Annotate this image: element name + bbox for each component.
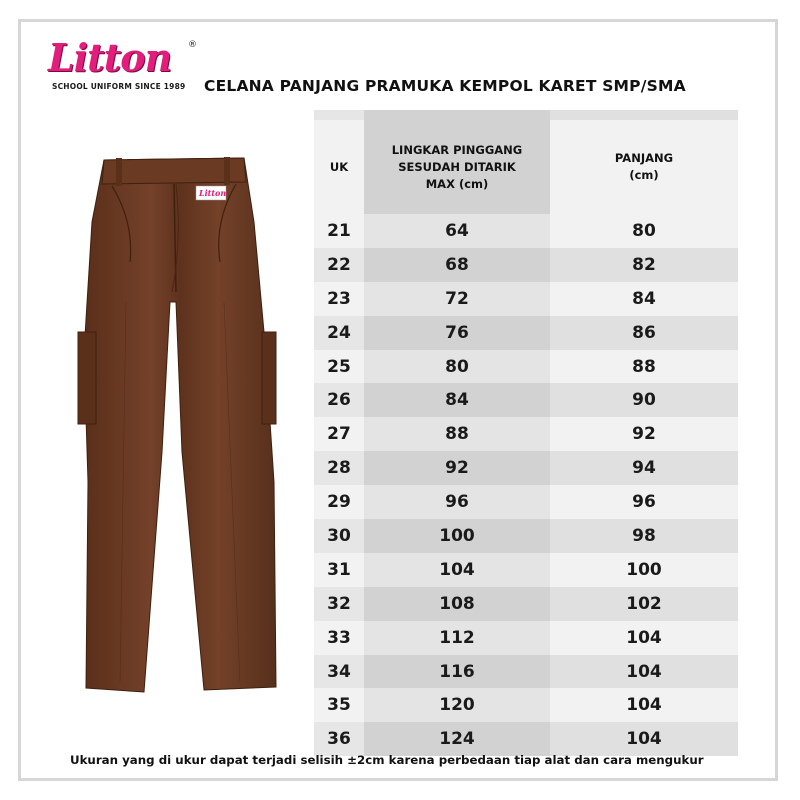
cell-uk: 32 bbox=[314, 587, 364, 621]
table-row bbox=[314, 350, 738, 384]
table-row bbox=[314, 621, 738, 655]
header-waist-line2: SESUDAH DITARIK bbox=[398, 159, 516, 174]
table-row bbox=[314, 383, 738, 417]
cell-uk: 25 bbox=[314, 350, 364, 384]
cell-length: 80 bbox=[550, 214, 738, 248]
table-row bbox=[314, 553, 738, 587]
cell-uk: 33 bbox=[314, 621, 364, 655]
cell-waist: 80 bbox=[364, 350, 550, 384]
cell-length: 90 bbox=[550, 383, 738, 417]
header-length bbox=[550, 120, 738, 214]
cell-length: 102 bbox=[550, 587, 738, 621]
svg-text:Litton: Litton bbox=[199, 188, 227, 198]
cell-uk: 36 bbox=[314, 722, 364, 756]
logo-wordmark: Litton bbox=[48, 35, 172, 80]
header-waist-line1: LINGKAR PINGGANG bbox=[391, 142, 523, 157]
cell-waist: 88 bbox=[364, 417, 550, 451]
registered-mark: ® bbox=[188, 40, 197, 50]
cell-length: 100 bbox=[550, 553, 738, 587]
table-row bbox=[314, 485, 738, 519]
header-length-line1: PANJANG bbox=[614, 151, 674, 165]
cell-length: 92 bbox=[550, 417, 738, 451]
cell-uk: 26 bbox=[314, 383, 364, 417]
brown-cargo-pants-image bbox=[64, 152, 286, 697]
header-length-line2: (cm) bbox=[629, 168, 659, 182]
cell-waist: 104 bbox=[364, 553, 550, 587]
cell-length: 104 bbox=[550, 688, 738, 722]
cell-uk: 35 bbox=[314, 688, 364, 722]
cell-uk: 29 bbox=[314, 485, 364, 519]
cell-length: 98 bbox=[550, 519, 738, 553]
cell-length: 86 bbox=[550, 316, 738, 350]
header-waist-line3: MAX (cm) bbox=[425, 176, 489, 191]
cell-length: 84 bbox=[550, 282, 738, 316]
cell-waist: 76 bbox=[364, 316, 550, 350]
header-uk: UK bbox=[314, 120, 364, 214]
cell-waist: 96 bbox=[364, 485, 550, 519]
cell-waist: 116 bbox=[364, 655, 550, 689]
cell-waist: 64 bbox=[364, 214, 550, 248]
table-row bbox=[314, 248, 738, 282]
brand-logo bbox=[48, 36, 198, 98]
table-row bbox=[314, 451, 738, 485]
table-row bbox=[314, 282, 738, 316]
page-title: CELANA PANJANG PRAMUKA KEMPOL KARET SMP/SMA bbox=[204, 77, 686, 95]
cell-waist: 108 bbox=[364, 587, 550, 621]
table-row bbox=[314, 316, 738, 350]
header-waist bbox=[364, 120, 550, 214]
size-chart-table bbox=[314, 110, 738, 756]
cell-uk: 28 bbox=[314, 451, 364, 485]
cell-waist: 112 bbox=[364, 621, 550, 655]
table-row bbox=[314, 655, 738, 689]
cell-length: 104 bbox=[550, 722, 738, 756]
cell-uk: 34 bbox=[314, 655, 364, 689]
table-row bbox=[314, 519, 738, 553]
cell-uk: 22 bbox=[314, 248, 364, 282]
cell-waist: 92 bbox=[364, 451, 550, 485]
logo-tagline: SCHOOL UNIFORM SINCE 1989 bbox=[52, 82, 186, 91]
table-row bbox=[314, 688, 738, 722]
cell-uk: 21 bbox=[314, 214, 364, 248]
cell-uk: 30 bbox=[314, 519, 364, 553]
cell-length: 104 bbox=[550, 655, 738, 689]
table-row bbox=[314, 722, 738, 756]
cell-waist: 68 bbox=[364, 248, 550, 282]
table-row bbox=[314, 214, 738, 248]
cell-length: 82 bbox=[550, 248, 738, 282]
cell-uk: 24 bbox=[314, 316, 364, 350]
cell-length: 88 bbox=[550, 350, 738, 384]
table-row bbox=[314, 587, 738, 621]
cell-waist: 100 bbox=[364, 519, 550, 553]
cell-length: 94 bbox=[550, 451, 738, 485]
cell-uk: 27 bbox=[314, 417, 364, 451]
table-row bbox=[314, 417, 738, 451]
cell-length: 104 bbox=[550, 621, 738, 655]
cell-length: 96 bbox=[550, 485, 738, 519]
cell-uk: 23 bbox=[314, 282, 364, 316]
table-header-row bbox=[314, 120, 738, 214]
cell-uk: 31 bbox=[314, 553, 364, 587]
cell-waist: 72 bbox=[364, 282, 550, 316]
cell-waist: 124 bbox=[364, 722, 550, 756]
measurement-note: Ukuran yang di ukur dapat terjadi selisih ±2cm karena perbedaan tiap alat dan cara mengukur bbox=[70, 753, 704, 767]
cell-waist: 120 bbox=[364, 688, 550, 722]
cell-waist: 84 bbox=[364, 383, 550, 417]
